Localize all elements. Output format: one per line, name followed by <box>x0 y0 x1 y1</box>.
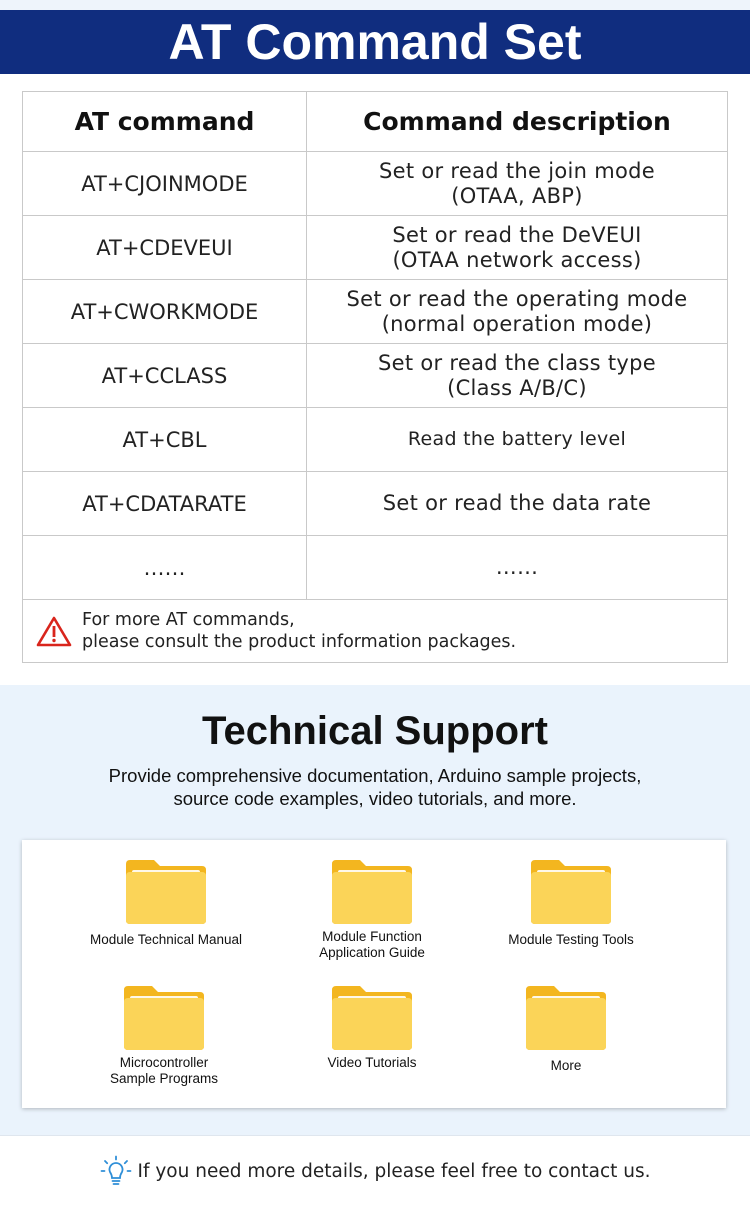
folder-label-line: Microcontroller <box>119 1055 209 1070</box>
command-cell: AT+CDEVEUI <box>23 216 307 280</box>
table-row <box>23 408 728 472</box>
section-subtitle <box>0 764 750 810</box>
column-header-description: Command description <box>307 92 728 152</box>
folder-label <box>476 932 666 948</box>
description-line: (Class A/B/C) <box>447 375 587 400</box>
description-cell <box>307 152 728 216</box>
folder-label-line: Sample Programs <box>109 1071 219 1086</box>
description-cell <box>307 344 728 408</box>
folder-label-line: More <box>550 1058 582 1073</box>
note-line: For more AT commands, <box>82 610 295 630</box>
description-cell <box>307 408 728 472</box>
description-line: …… <box>495 555 539 579</box>
description-cell <box>307 280 728 344</box>
description-line: (OTAA network access) <box>392 247 642 272</box>
command-cell: AT+CCLASS <box>23 344 307 408</box>
top-strip <box>0 0 750 10</box>
contact-footer <box>0 1135 750 1206</box>
folder-label <box>277 929 467 961</box>
folder-item[interactable] <box>471 984 661 1074</box>
command-cell: AT+CBL <box>23 408 307 472</box>
description-line: Set or read the operating mode <box>346 286 688 311</box>
description-cell <box>307 472 728 536</box>
resource-folders-card <box>22 840 726 1108</box>
note <box>23 609 727 653</box>
description-cell <box>307 536 728 600</box>
table-header-row <box>23 92 728 152</box>
description-line: (normal operation mode) <box>381 311 653 336</box>
contact-text: If you need more details, please feel free to contact us. <box>137 1160 651 1182</box>
folder-icon <box>330 984 414 1052</box>
folder-label <box>71 932 261 948</box>
folder-item[interactable] <box>476 858 666 948</box>
folder-label <box>471 1058 661 1074</box>
folder-icon <box>524 984 608 1052</box>
warning-icon <box>36 615 72 647</box>
command-cell: AT+CDATARATE <box>23 472 307 536</box>
note-cell <box>23 600 728 663</box>
folder-label-line: Module Testing Tools <box>508 932 634 947</box>
table-row <box>23 536 728 600</box>
folder-label-line: Application Guide <box>319 945 425 960</box>
folder-label <box>277 1055 467 1071</box>
description-line: Read the battery level <box>407 428 627 450</box>
folder-label-line: Module Function <box>322 929 422 944</box>
at-command-table <box>22 91 728 663</box>
description-cell <box>307 216 728 280</box>
description-line: (OTAA, ABP) <box>451 183 583 208</box>
command-cell: AT+CJOINMODE <box>23 152 307 216</box>
command-cell: AT+CWORKMODE <box>23 280 307 344</box>
folder-item[interactable] <box>69 984 259 1087</box>
description-line: Set or read the data rate <box>382 491 652 515</box>
page-title: AT Command Set <box>168 14 582 70</box>
command-cell: …… <box>23 536 307 600</box>
page-title-banner <box>0 10 750 74</box>
description-line: Set or read the DeVEUI <box>392 222 642 247</box>
note-line: please consult the product information packages. <box>82 632 517 652</box>
note-text <box>82 609 516 653</box>
column-header-command: AT command <box>23 92 307 152</box>
folder-label-line: Video Tutorials <box>327 1055 417 1070</box>
folder-icon <box>529 858 613 926</box>
description-line: Set or read the class type <box>378 350 656 375</box>
folder-item[interactable] <box>277 858 467 961</box>
table-row <box>23 344 728 408</box>
folder-item[interactable] <box>71 858 261 948</box>
lightbulb-icon <box>100 1155 132 1187</box>
folder-icon <box>330 858 414 926</box>
table-note-row <box>23 600 728 663</box>
description-line: Set or read the join mode <box>379 158 655 183</box>
folder-label <box>69 1055 259 1087</box>
folder-item[interactable] <box>277 984 467 1071</box>
table-row <box>23 216 728 280</box>
section-title: Technical Support <box>202 709 548 753</box>
folder-icon <box>124 858 208 926</box>
table-row <box>23 152 728 216</box>
subtitle-line: Provide comprehensive documentation, Arduino sample projects, <box>108 765 642 786</box>
table-row <box>23 280 728 344</box>
table-row <box>23 472 728 536</box>
subtitle-line: source code examples, video tutorials, and more. <box>173 788 577 809</box>
folder-icon <box>122 984 206 1052</box>
folder-label-line: Module Technical Manual <box>89 932 243 947</box>
